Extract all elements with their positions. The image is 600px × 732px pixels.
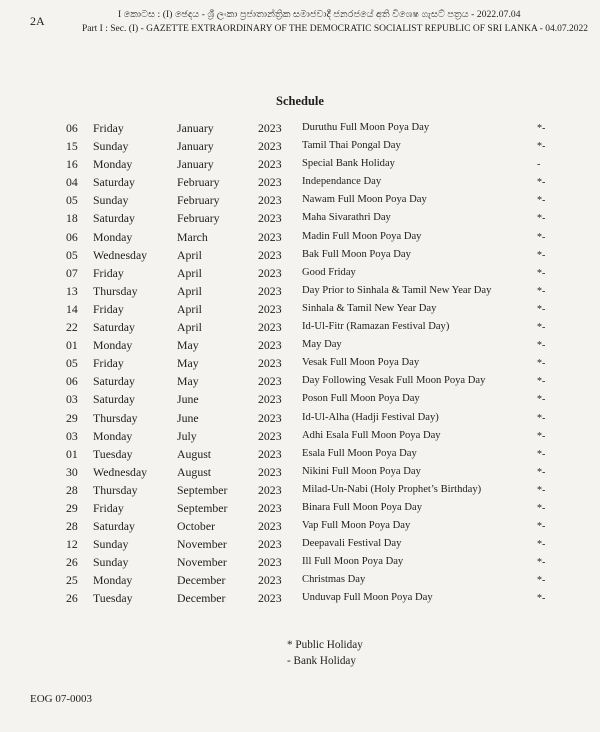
row-day: 16 xyxy=(66,157,78,172)
row-year: 2023 xyxy=(258,175,282,190)
table-row xyxy=(0,465,600,483)
row-holiday-name: Duruthu Full Moon Poya Day xyxy=(302,122,430,133)
row-holiday-mark: *- xyxy=(537,141,546,153)
row-year: 2023 xyxy=(258,482,282,497)
row-month: July xyxy=(177,428,197,443)
table-row xyxy=(0,248,600,266)
table-row xyxy=(0,537,600,555)
row-holiday-mark: *- xyxy=(537,557,546,569)
row-day: 03 xyxy=(66,392,78,407)
table-row xyxy=(0,429,600,447)
row-day: 13 xyxy=(66,283,78,298)
row-year: 2023 xyxy=(258,555,282,570)
row-holiday-mark: *- xyxy=(537,303,546,315)
row-holiday-name: Good Friday xyxy=(302,266,356,278)
header-sinhala: I කොටස : (I) ඡෙදය - ශ්‍රී ලංකා ප්‍රජාතාන්ත්‍රික සමාජවාදී ජනරජයේ අති විශෙෂ ගැසට් පත්‍රය - 2022.07.04 xyxy=(118,10,521,20)
row-holiday-name: Vap Full Moon Poya Day xyxy=(302,520,411,532)
row-weekday: Saturday xyxy=(93,320,135,335)
row-weekday: Friday xyxy=(93,301,124,316)
row-weekday: Saturday xyxy=(93,519,135,534)
row-holiday-mark: *- xyxy=(537,285,546,297)
row-month: February xyxy=(177,193,220,208)
row-holiday-mark: *- xyxy=(537,448,546,460)
row-holiday-mark: *- xyxy=(537,502,546,514)
row-month: April xyxy=(177,265,202,280)
row-year: 2023 xyxy=(258,500,282,515)
row-holiday-mark: *- xyxy=(537,575,546,587)
row-month: September xyxy=(177,482,228,497)
row-weekday: Friday xyxy=(93,121,124,135)
row-day: 25 xyxy=(66,573,78,588)
holiday-table xyxy=(0,121,600,610)
row-holiday-name: Madin Full Moon Poya Day xyxy=(302,230,422,242)
row-year: 2023 xyxy=(258,464,282,479)
row-holiday-name: Id-Ul-Alha (Hadji Festival Day) xyxy=(302,411,439,423)
row-weekday: Thursday xyxy=(93,410,138,425)
row-day: 04 xyxy=(66,175,78,190)
row-weekday: Thursday xyxy=(93,482,138,497)
row-month: February xyxy=(177,211,220,226)
row-month: December xyxy=(177,591,226,606)
row-holiday-mark: *- xyxy=(537,123,546,134)
row-day: 05 xyxy=(66,356,78,371)
table-row xyxy=(0,139,600,157)
row-day: 07 xyxy=(66,265,78,280)
row-month: April xyxy=(177,320,202,335)
table-row xyxy=(0,519,600,537)
row-weekday: Sunday xyxy=(93,139,129,154)
row-holiday-mark: *- xyxy=(537,394,546,406)
row-holiday-mark: *- xyxy=(537,593,546,605)
row-day: 06 xyxy=(66,374,78,389)
row-month: May xyxy=(177,338,199,353)
table-row xyxy=(0,411,600,429)
table-row xyxy=(0,392,600,410)
row-year: 2023 xyxy=(258,193,282,208)
row-holiday-name: Id-Ul-Fitr (Ramazan Festival Day) xyxy=(302,321,450,333)
row-month: January xyxy=(177,121,214,135)
row-day: 29 xyxy=(66,500,78,515)
row-month: June xyxy=(177,392,199,407)
row-weekday: Saturday xyxy=(93,374,135,389)
row-holiday-mark: *- xyxy=(537,412,546,424)
row-day: 15 xyxy=(66,139,78,154)
row-day: 26 xyxy=(66,591,78,606)
row-day: 18 xyxy=(66,211,78,226)
row-month: April xyxy=(177,247,202,262)
table-row xyxy=(0,501,600,519)
row-year: 2023 xyxy=(258,392,282,407)
row-holiday-mark: *- xyxy=(537,539,546,551)
row-weekday: Wednesday xyxy=(93,247,148,262)
row-holiday-mark: *- xyxy=(537,340,546,352)
row-weekday: Saturday xyxy=(93,392,135,407)
table-row xyxy=(0,555,600,573)
table-row xyxy=(0,211,600,229)
row-holiday-name: Bak Full Moon Poya Day xyxy=(302,248,411,260)
table-row xyxy=(0,374,600,392)
row-holiday-name: Special Bank Holiday xyxy=(302,158,395,170)
row-holiday-name: Tamil Thai Pongal Day xyxy=(302,140,401,152)
row-year: 2023 xyxy=(258,247,282,262)
row-day: 03 xyxy=(66,428,78,443)
row-day: 26 xyxy=(66,555,78,570)
row-weekday: Sunday xyxy=(93,555,129,570)
row-holiday-name: Vesak Full Moon Poya Day xyxy=(302,357,420,369)
table-row xyxy=(0,266,600,284)
row-year: 2023 xyxy=(258,139,282,154)
row-weekday: Tuesday xyxy=(93,591,133,606)
row-weekday: Saturday xyxy=(93,211,135,226)
row-weekday: Monday xyxy=(93,338,133,353)
row-weekday: Friday xyxy=(93,500,124,515)
row-holiday-name: Day Following Vesak Full Moon Poya Day xyxy=(302,375,486,387)
row-holiday-name: Sinhala & Tamil New Year Day xyxy=(302,302,437,314)
row-month: April xyxy=(177,283,202,298)
row-day: 01 xyxy=(66,446,78,461)
row-holiday-mark: *- xyxy=(537,521,546,533)
row-holiday-mark: *- xyxy=(537,466,546,478)
row-weekday: Sunday xyxy=(93,537,129,552)
row-holiday-name: Maha Sivarathri Day xyxy=(302,212,391,224)
row-holiday-mark: *- xyxy=(537,484,546,496)
row-holiday-name: Christmas Day xyxy=(302,574,366,586)
row-weekday: Sunday xyxy=(93,193,129,208)
legend-bank-holiday: - Bank Holiday xyxy=(287,654,356,667)
table-row xyxy=(0,193,600,211)
row-holiday-name: Independance Day xyxy=(302,176,382,188)
row-holiday-mark: *- xyxy=(537,213,546,225)
row-year: 2023 xyxy=(258,591,282,606)
row-holiday-name: Nikini Full Moon Poya Day xyxy=(302,465,421,477)
row-holiday-name: Adhi Esala Full Moon Poya Day xyxy=(302,429,441,441)
row-holiday-mark: *- xyxy=(537,430,546,442)
row-year: 2023 xyxy=(258,446,282,461)
row-holiday-name: Esala Full Moon Poya Day xyxy=(302,447,417,459)
row-year: 2023 xyxy=(258,428,282,443)
row-year: 2023 xyxy=(258,211,282,226)
row-year: 2023 xyxy=(258,410,282,425)
row-weekday: Monday xyxy=(93,229,133,244)
row-month: May xyxy=(177,374,199,389)
row-holiday-name: Poson Full Moon Poya Day xyxy=(302,393,420,405)
row-month: February xyxy=(177,175,220,190)
row-holiday-mark: *- xyxy=(537,195,546,207)
row-month: April xyxy=(177,301,202,316)
page-number: 2A xyxy=(30,14,45,28)
row-holiday-mark: *- xyxy=(537,376,546,388)
row-month: August xyxy=(177,446,212,461)
row-day: 05 xyxy=(66,193,78,208)
row-day: 06 xyxy=(66,121,78,135)
row-weekday: Wednesday xyxy=(93,464,148,479)
row-holiday-name: Day Prior to Sinhala & Tamil New Year Day xyxy=(302,284,492,296)
row-holiday-name: May Day xyxy=(302,339,342,351)
row-holiday-mark: *- xyxy=(537,322,546,334)
row-month: November xyxy=(177,537,227,552)
row-weekday: Monday xyxy=(93,428,133,443)
row-weekday: Thursday xyxy=(93,283,138,298)
row-month: August xyxy=(177,464,212,479)
row-holiday-mark: *- xyxy=(537,231,546,243)
row-month: May xyxy=(177,356,199,371)
row-holiday-name: Unduvap Full Moon Poya Day xyxy=(302,592,433,604)
row-holiday-name: Binara Full Moon Poya Day xyxy=(302,501,423,513)
row-day: 28 xyxy=(66,519,78,534)
row-day: 12 xyxy=(66,537,78,552)
row-weekday: Saturday xyxy=(93,175,135,190)
legend-public-holiday: * Public Holiday xyxy=(287,639,363,651)
row-weekday: Friday xyxy=(93,265,124,280)
row-weekday: Monday xyxy=(93,157,133,172)
row-month: June xyxy=(177,410,199,425)
table-row xyxy=(0,121,600,139)
row-month: September xyxy=(177,500,228,515)
row-holiday-name: Ill Full Moon Poya Day xyxy=(302,556,404,568)
table-row xyxy=(0,447,600,465)
row-holiday-mark: *- xyxy=(537,249,546,261)
row-year: 2023 xyxy=(258,121,282,135)
row-weekday: Tuesday xyxy=(93,446,133,461)
row-day: 22 xyxy=(66,320,78,335)
row-month: March xyxy=(177,229,208,244)
row-year: 2023 xyxy=(258,265,282,280)
row-year: 2023 xyxy=(258,338,282,353)
row-year: 2023 xyxy=(258,537,282,552)
footer-code: EOG 07-0003 xyxy=(30,693,93,705)
row-holiday-mark: *- xyxy=(537,177,546,189)
row-weekday: Monday xyxy=(93,573,133,588)
schedule-title: Schedule xyxy=(276,94,324,108)
row-day: 06 xyxy=(66,229,78,244)
table-row xyxy=(0,573,600,591)
row-holiday-mark: - xyxy=(537,159,541,171)
table-row xyxy=(0,356,600,374)
row-holiday-mark: *- xyxy=(537,358,546,370)
header-english: Part I : Sec. (I) - GAZETTE EXTRAORDINARY OF THE DEMOCRATIC SOCIALIST REPUBLIC OF SRI LANKA - 04.07.2022 xyxy=(82,24,588,34)
table-row xyxy=(0,157,600,175)
row-month: November xyxy=(177,555,227,570)
table-row xyxy=(0,338,600,356)
table-row xyxy=(0,483,600,501)
legend xyxy=(287,638,363,669)
row-month: December xyxy=(177,573,226,588)
row-day: 29 xyxy=(66,410,78,425)
row-month: January xyxy=(177,139,214,154)
row-year: 2023 xyxy=(258,320,282,335)
table-row xyxy=(0,302,600,320)
row-holiday-name: Nawam Full Moon Poya Day xyxy=(302,194,427,206)
row-holiday-name: Milad-Un-Nabi (Holy Prophet’s Birthday) xyxy=(302,483,482,495)
row-day: 01 xyxy=(66,338,78,353)
row-year: 2023 xyxy=(258,374,282,389)
row-year: 2023 xyxy=(258,519,282,534)
table-row xyxy=(0,230,600,248)
row-year: 2023 xyxy=(258,157,282,172)
table-row xyxy=(0,175,600,193)
row-day: 28 xyxy=(66,482,78,497)
table-row xyxy=(0,320,600,338)
table-row xyxy=(0,284,600,302)
row-weekday: Friday xyxy=(93,356,124,371)
row-day: 30 xyxy=(66,464,78,479)
row-month: October xyxy=(177,519,215,534)
row-holiday-mark: *- xyxy=(537,267,546,279)
row-year: 2023 xyxy=(258,301,282,316)
row-day: 14 xyxy=(66,301,78,316)
row-year: 2023 xyxy=(258,573,282,588)
row-month: January xyxy=(177,157,214,172)
row-year: 2023 xyxy=(258,229,282,244)
row-year: 2023 xyxy=(258,356,282,371)
row-holiday-name: Deepavali Festival Day xyxy=(302,538,402,550)
row-day: 05 xyxy=(66,247,78,262)
table-row xyxy=(0,591,600,609)
row-year: 2023 xyxy=(258,283,282,298)
